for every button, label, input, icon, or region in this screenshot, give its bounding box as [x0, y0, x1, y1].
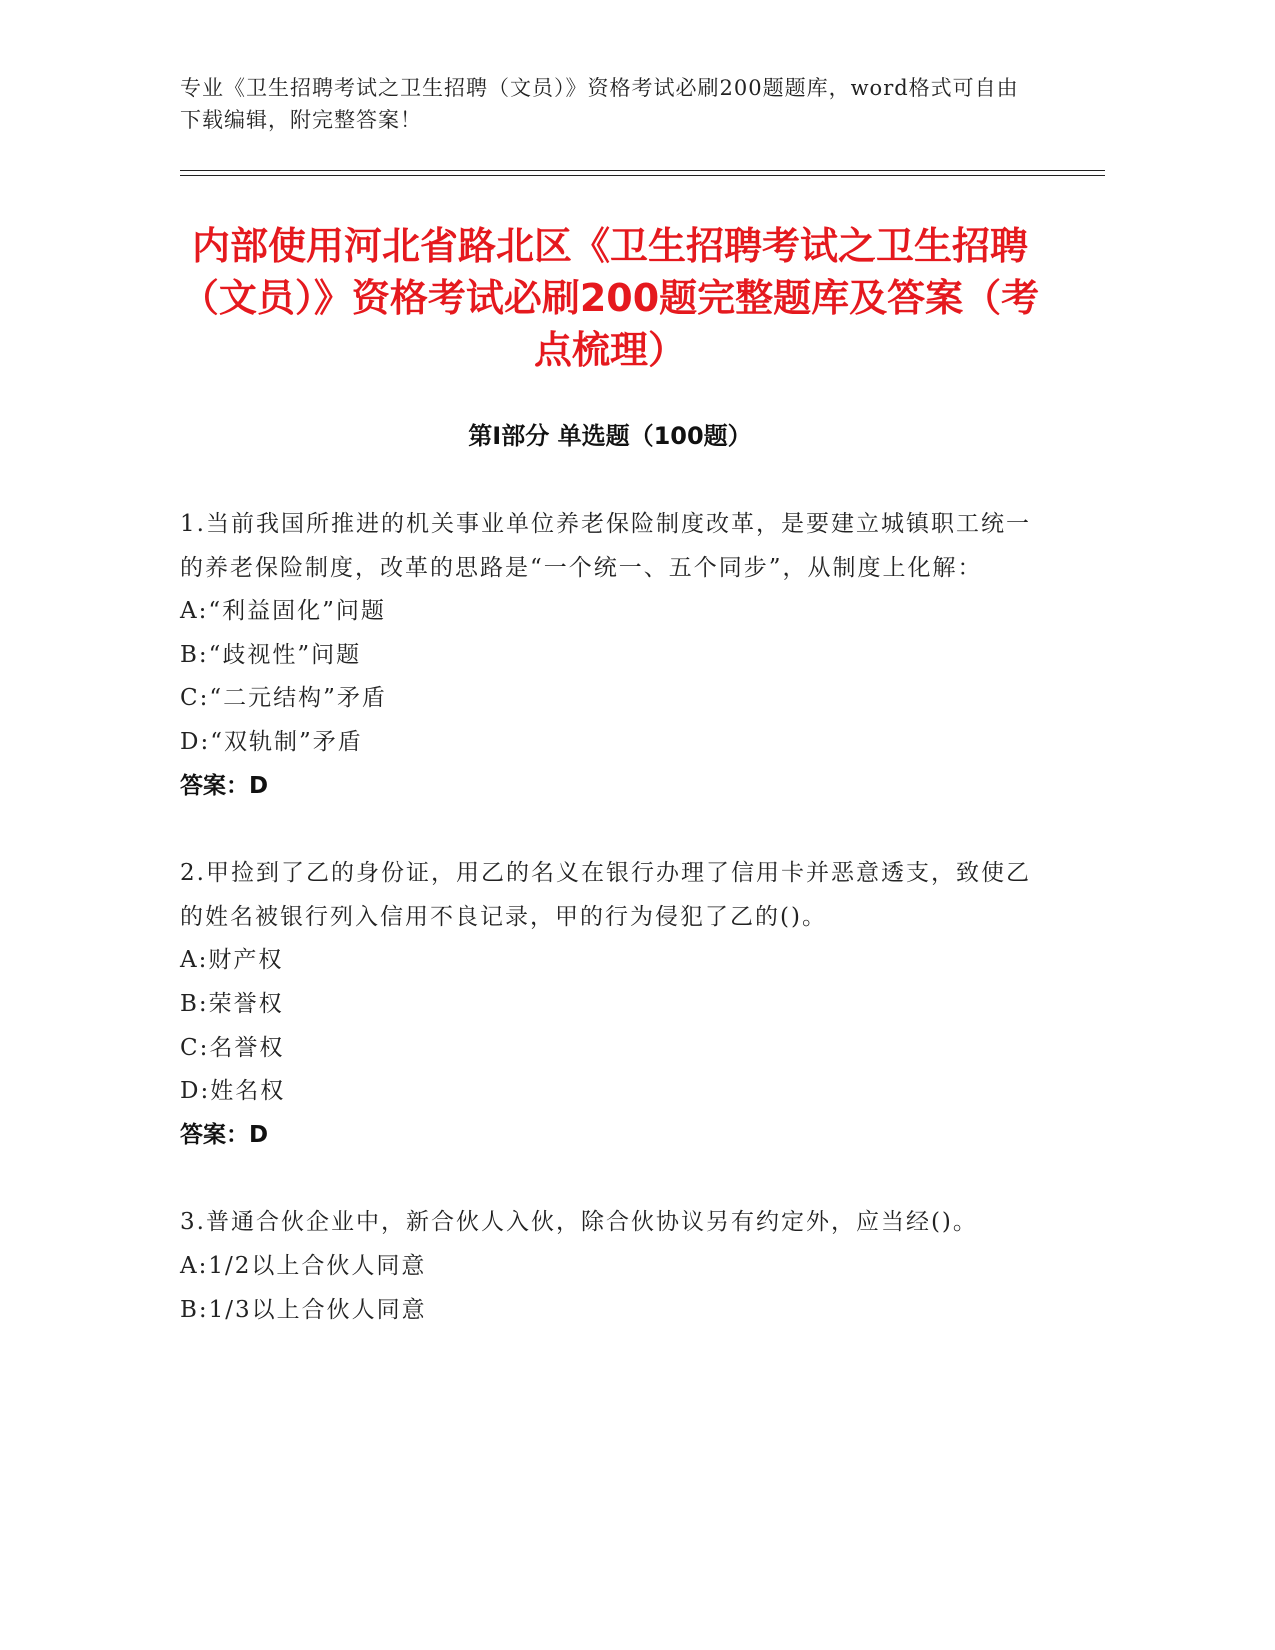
header-note: 专业《卫生招聘考试之卫生招聘（文员）》资格考试必刷200题题库，word格式可自由下载编辑，附完整答案！ — [180, 76, 1019, 132]
option-c: C:“二元结构”矛盾 — [180, 685, 387, 712]
option-b: B:荣誉权 — [180, 990, 284, 1017]
option-b: B:“歧视性”问题 — [180, 641, 362, 668]
section-heading: 第I部分 单选题（100题） — [468, 422, 752, 450]
header-divider-top — [180, 170, 1105, 171]
question-text: 2.甲捡到了乙的身份证，用乙的名义在银行办理了信用卡并恶意透支，致使乙的姓名被银行列入信用不良记录，甲的行为侵犯了乙的()。 — [180, 860, 1031, 930]
question-2 — [180, 852, 1040, 1157]
option-b: B:1/3以上合伙人同意 — [180, 1296, 427, 1323]
option-a: A:1/2以上合伙人同意 — [180, 1252, 427, 1279]
question-list — [180, 503, 1040, 1376]
option-d: D:“双轨制”矛盾 — [180, 728, 363, 755]
option-c: C:名誉权 — [180, 1034, 285, 1061]
document-title: 内部使用河北省路北区《卫生招聘考试之卫生招聘（文员）》资格考试必刷200题完整题库及答案（考点梳理） — [180, 224, 1040, 372]
option-a: A:财产权 — [180, 947, 284, 974]
option-d: D:姓名权 — [180, 1078, 286, 1105]
question-3 — [180, 1201, 1040, 1332]
header-divider-bottom — [180, 175, 1105, 176]
question-text: 1.当前我国所推进的机关事业单位养老保险制度改革，是要建立城镇职工统一的养老保险制度，改革的思路是“一个统一、五个同步”，从制度上化解： — [180, 511, 1031, 581]
question-text: 3.普通合伙企业中，新合伙人入伙，除合伙协议另有约定外，应当经()。 — [180, 1209, 978, 1236]
answer-line: 答案：D — [180, 772, 269, 799]
option-a: A:“利益固化”问题 — [180, 598, 386, 625]
question-1 — [180, 503, 1040, 808]
answer-line: 答案：D — [180, 1121, 269, 1148]
